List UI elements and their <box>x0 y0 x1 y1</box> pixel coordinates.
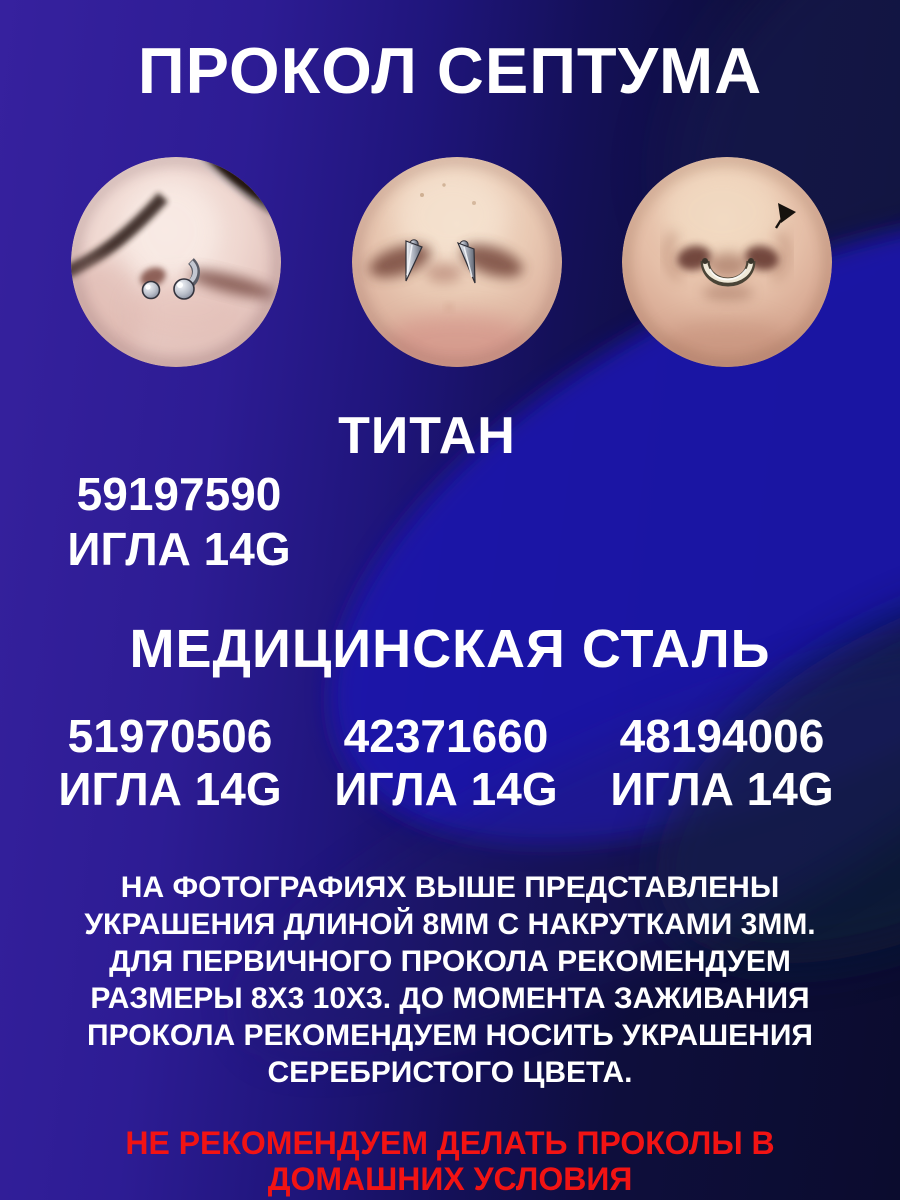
description-line: ПРОКОЛА РЕКОМЕНДУЕМ НОСИТЬ УКРАШЕНИЯ <box>87 1019 813 1052</box>
septum-photo-spikes-image <box>352 157 562 367</box>
steel-article-number: 42371660 <box>343 710 549 762</box>
description-line: СЕРЕБРИСТОГО ЦВЕТА. <box>267 1056 633 1089</box>
steel-article-number: 48194006 <box>619 710 825 762</box>
description-line: ДЛЯ ПЕРВИЧНОГО ПРОКОЛА РЕКОМЕНДУЕМ <box>109 945 791 978</box>
steel-needle-size: ИГЛА 14G <box>58 763 282 815</box>
steel-needle-size: ИГЛА 14G <box>610 763 834 815</box>
steel-heading: МЕДИЦИНСКАЯ СТАЛЬ <box>129 619 771 679</box>
titanium-article-number: 59197590 <box>76 468 282 520</box>
description-line: РАЗМЕРЫ 8Х3 10Х3. ДО МОМЕНТА ЗАЖИВАНИЯ <box>90 982 810 1015</box>
jewelry-size-description <box>20 869 880 1091</box>
description-line: УКРАШЕНИЯ ДЛИНОЙ 8ММ С НАКРУТКАМИ 3ММ. <box>84 908 816 941</box>
steel-item-1 <box>40 710 300 816</box>
page-title: ПРОКОЛ СЕПТУМА <box>137 34 763 107</box>
description-line: НА ФОТОГРАФИЯХ ВЫШЕ ПРЕДСТАВЛЕНЫ <box>120 871 780 904</box>
warning-line: ДОМАШНИХ УСЛОВИЯ <box>267 1161 633 1197</box>
titanium-heading: ТИТАН <box>338 407 516 465</box>
septum-photo-barbell-balls-image <box>71 157 281 367</box>
steel-item-2 <box>316 710 576 816</box>
septum-photo-spikes <box>352 157 562 367</box>
steel-item-3 <box>592 710 852 816</box>
titanium-needle-size: ИГЛА 14G <box>67 523 291 575</box>
warning-line: НЕ РЕКОМЕНДУЕМ ДЕЛАТЬ ПРОКОЛЫ В <box>125 1125 775 1161</box>
septum-photo-horseshoe-ring-image <box>622 157 832 367</box>
septum-photo-horseshoe-ring <box>622 157 832 367</box>
septum-photo-barbell-balls <box>71 157 281 367</box>
titanium-item <box>0 467 358 577</box>
steel-article-number: 51970506 <box>67 710 273 762</box>
home-piercing-warning <box>0 1125 900 1197</box>
steel-needle-size: ИГЛА 14G <box>334 763 558 815</box>
